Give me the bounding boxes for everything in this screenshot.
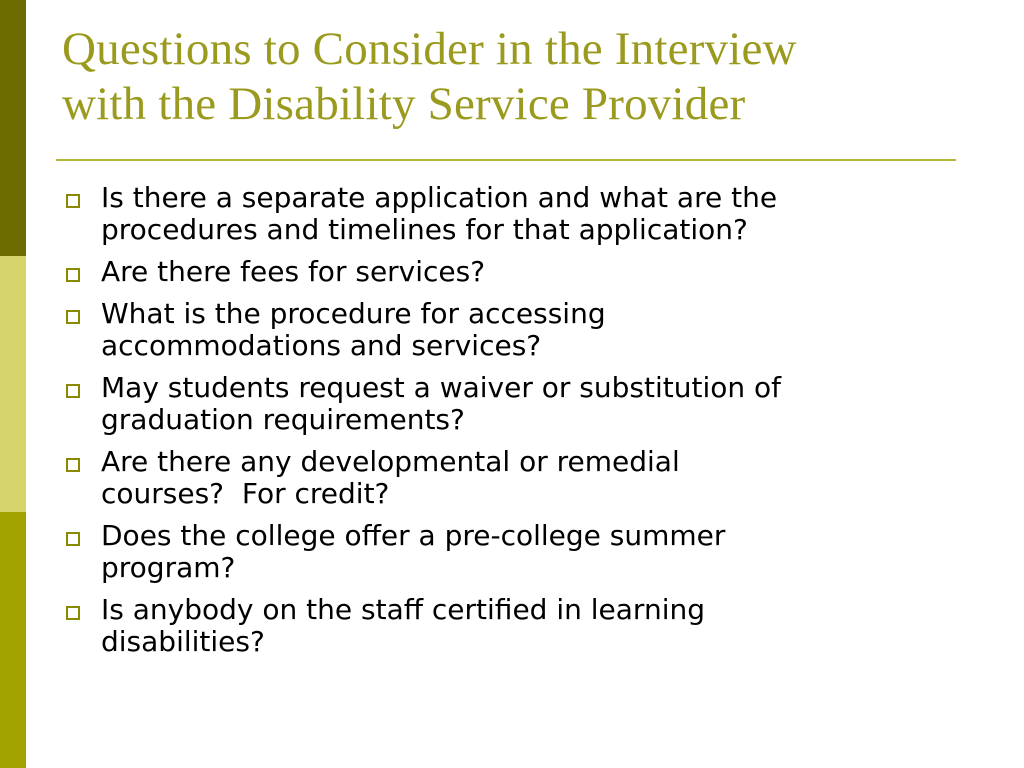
hollow-square-bullet-icon — [66, 310, 80, 324]
bullet-text-line: Does the college offer a pre-college summer — [101, 519, 726, 552]
bullet-text-line: disabilities? — [101, 625, 265, 658]
bullet-text — [101, 446, 966, 510]
bullet-text-line: procedures and timelines for that application? — [101, 213, 748, 246]
hollow-square-bullet-icon — [66, 606, 80, 620]
hollow-square-bullet-icon — [66, 194, 80, 208]
bullet-text — [101, 256, 966, 288]
slide-title — [62, 22, 1002, 132]
bullet-text-line: courses? For credit? — [101, 477, 390, 510]
bullet-text-line: Is there a separate application and what are the — [101, 181, 778, 214]
bullet-text-line: Is anybody on the staff certified in learning — [101, 593, 705, 626]
hollow-square-bullet-icon — [66, 268, 80, 282]
sidebar-segment-bottom — [0, 512, 26, 768]
bullet-text — [101, 372, 966, 436]
bullet-item — [66, 298, 966, 362]
bullet-item — [66, 182, 966, 246]
hollow-square-bullet-icon — [66, 384, 80, 398]
hollow-square-bullet-icon — [66, 532, 80, 546]
bullet-text-line: May students request a waiver or substitution of — [101, 371, 781, 404]
slide-title-line-1: Questions to Consider in the Interview — [62, 23, 797, 75]
bullet-item — [66, 256, 966, 288]
hollow-square-bullet-icon — [66, 458, 80, 472]
bullet-text-line: accommodations and services? — [101, 329, 542, 362]
bullet-item — [66, 520, 966, 584]
bullet-item — [66, 594, 966, 658]
bullet-item — [66, 446, 966, 510]
slide-title-line-2: with the Disability Service Provider — [62, 78, 746, 130]
title-divider — [56, 159, 956, 161]
bullet-text-line: What is the procedure for accessing — [101, 297, 606, 330]
sidebar-segment-middle — [0, 256, 26, 512]
bullet-item — [66, 372, 966, 436]
bullet-text-line: graduation requirements? — [101, 403, 465, 436]
bullet-text — [101, 520, 966, 584]
bullet-list — [66, 182, 966, 668]
sidebar-segment-top — [0, 0, 26, 256]
bullet-text-line: program? — [101, 551, 236, 584]
bullet-text — [101, 298, 966, 362]
bullet-text-line: Are there any developmental or remedial — [101, 445, 680, 478]
bullet-text — [101, 594, 966, 658]
sidebar-accent — [0, 0, 26, 768]
bullet-text-line: Are there fees for services? — [101, 255, 486, 288]
bullet-text — [101, 182, 966, 246]
